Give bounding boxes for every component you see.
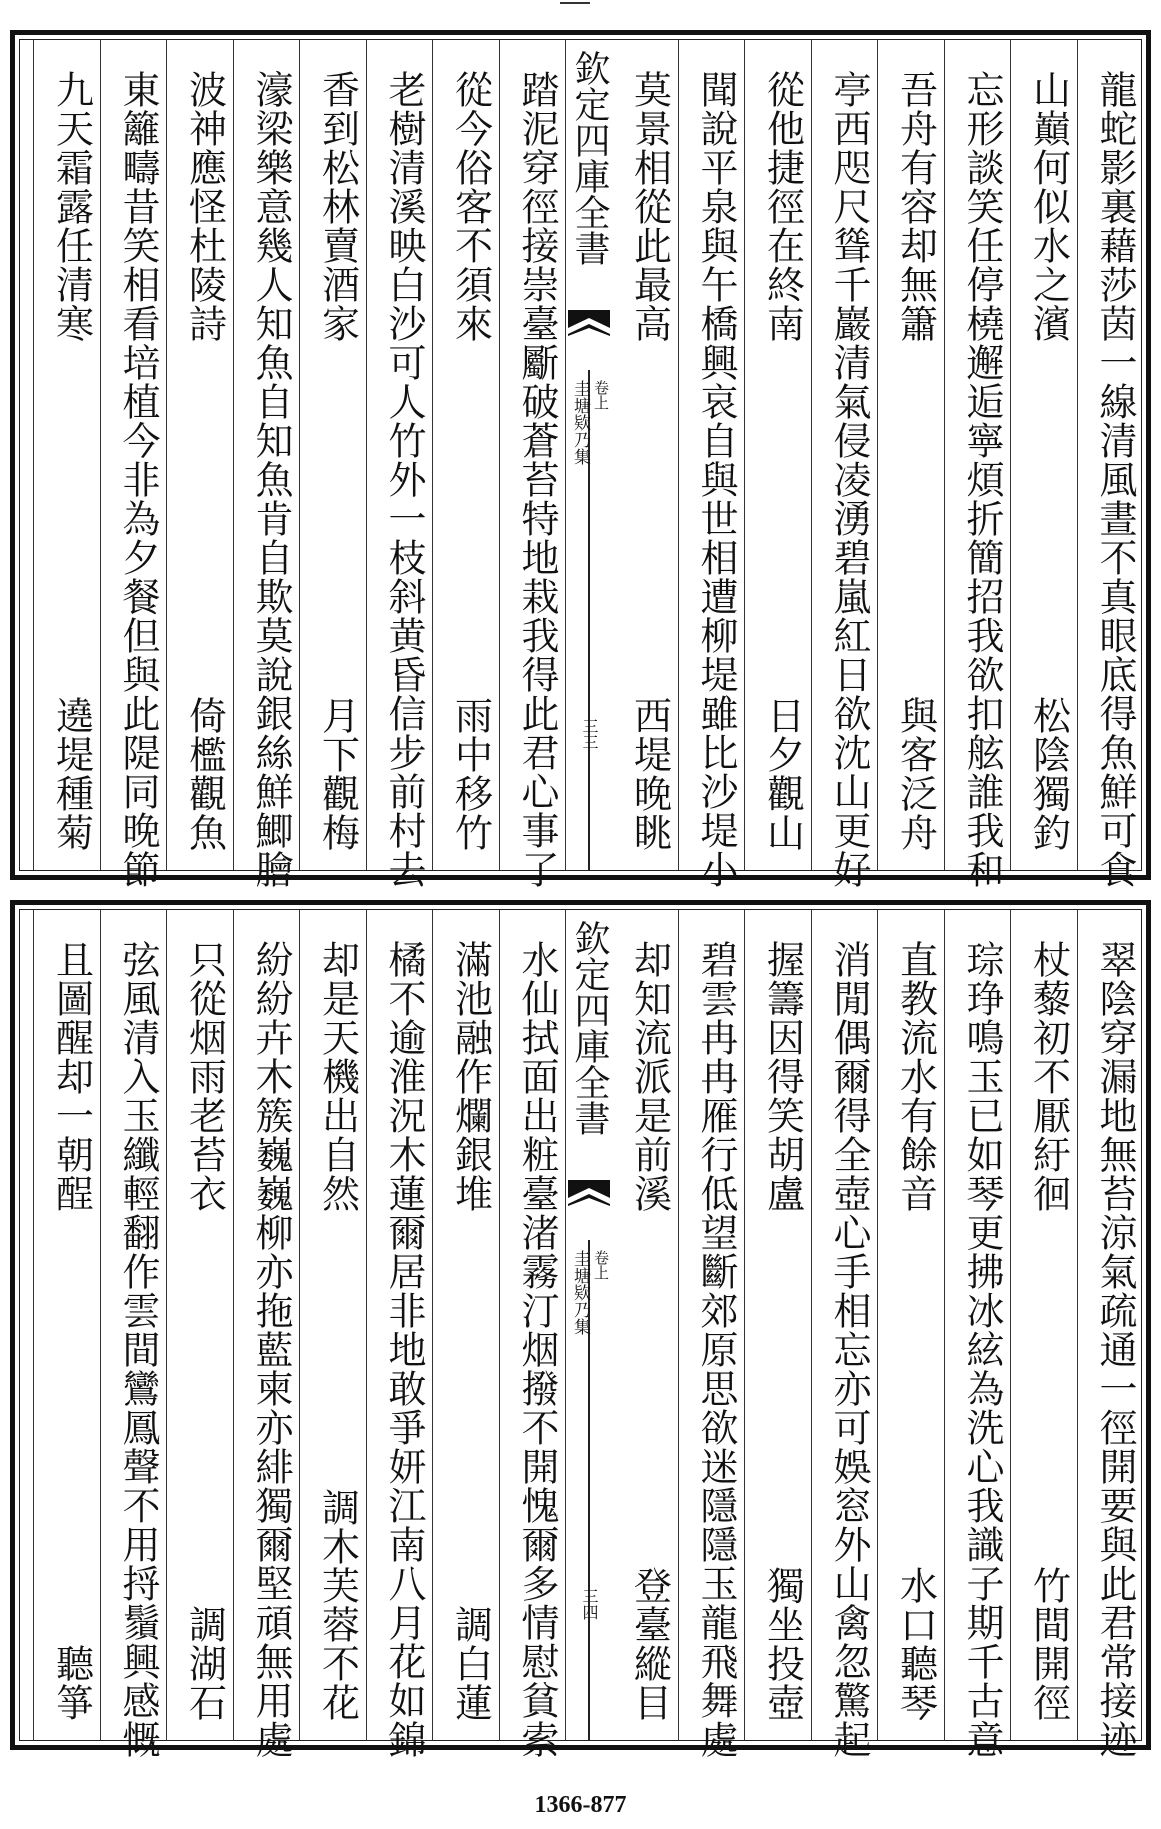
bottom-page xyxy=(10,900,1151,1759)
text-column xyxy=(233,40,301,889)
poem-title: 月下觀梅 xyxy=(315,696,360,852)
text-column xyxy=(877,40,945,870)
poem-line: 橘不逾淮況木蓮爾居非地敢爭妍江南八月花如錦 xyxy=(382,940,426,1759)
text-column xyxy=(744,910,812,1740)
text-column xyxy=(611,40,679,870)
page-number: 1366-877 xyxy=(534,1792,627,1818)
poem-title: 調湖石 xyxy=(182,1605,227,1722)
fish-tail-icon xyxy=(568,310,610,350)
poem-title: 水口聽琴 xyxy=(893,1566,938,1722)
poem-title: 獨坐投壺 xyxy=(760,1566,805,1722)
poem-line: 波神應怪杜陵詩 xyxy=(182,70,227,343)
poem-title: 與客泛舟 xyxy=(893,696,938,852)
poem-title: 西堤晚眺 xyxy=(627,696,672,852)
poem-line: 從他捷徑在終南 xyxy=(760,70,805,343)
text-column xyxy=(944,40,1012,889)
poem-line: 水仙拭面出粧臺渚霧汀烟撥不開愧爾多情慰貧索 xyxy=(515,940,559,1759)
poem-line: 東籬疇昔笑相看培植今非為夕餐但與此隄同晚節 xyxy=(116,70,160,889)
spine-title: 欽定四庫全書 xyxy=(569,50,610,266)
poem-line: 亭西咫尺聳千巖清氣侵凌湧碧嵐紅日欲沈山更好 xyxy=(827,70,871,889)
text-column xyxy=(499,910,567,1759)
poem-line: 聞說平泉與午橋興哀自與世相遭柳堤雖比沙堤小 xyxy=(694,70,738,889)
text-column xyxy=(366,910,434,1759)
book-spine xyxy=(565,910,612,1740)
text-column xyxy=(1010,910,1078,1740)
poem-line: 龍蛇影裏藉莎茵一線清風晝不真眼底得魚鮮可食 xyxy=(1093,70,1137,889)
spine-book-title: 圭塘欵乃集 xyxy=(570,380,590,465)
fish-tail-icon xyxy=(568,1180,610,1220)
top-edge-mark xyxy=(560,2,590,4)
leaf-number: 三四 xyxy=(580,1588,599,1620)
spine-juan: 卷上 xyxy=(592,380,610,410)
text-column xyxy=(432,910,500,1740)
poem-title: 調木芙蓉不花 xyxy=(315,1488,360,1722)
text-column xyxy=(1077,910,1145,1759)
poem-line: 九天霜露任清寒 xyxy=(49,70,94,343)
poem-title: 松陰獨釣 xyxy=(1026,696,1071,852)
text-column xyxy=(366,40,434,889)
text-column xyxy=(1077,40,1145,889)
poem-line: 握籌因得笑胡盧 xyxy=(760,940,805,1213)
poem-title: 雨中移竹 xyxy=(448,696,493,852)
text-column xyxy=(678,910,746,1759)
text-column xyxy=(233,910,301,1759)
poem-title: 日夕觀山 xyxy=(760,696,805,852)
top-page xyxy=(10,30,1151,889)
text-column xyxy=(299,910,367,1740)
poem-title: 調白蓮 xyxy=(448,1605,493,1722)
text-column xyxy=(678,40,746,889)
poem-line: 踏泥穿徑接崇臺斸破蒼苔特地栽我得此君心事了 xyxy=(515,70,559,889)
text-column xyxy=(100,910,168,1759)
poem-title: 竹間開徑 xyxy=(1026,1566,1071,1722)
text-column xyxy=(944,910,1012,1759)
poem-line: 翠陰穿漏地無苔涼氣疏通一徑開要與此君常接迹 xyxy=(1093,940,1137,1759)
poem-line: 且圖醒却一朝酲 xyxy=(49,940,94,1213)
poem-line: 吾舟有容却無簫 xyxy=(893,70,938,343)
poem-line: 只從烟雨老苔衣 xyxy=(182,940,227,1213)
text-column xyxy=(499,40,567,889)
text-column xyxy=(100,40,168,889)
poem-line: 杖藜初不厭紆徊 xyxy=(1026,940,1071,1213)
poem-line: 直教流水有餘音 xyxy=(893,940,938,1213)
poem-line: 滿池融作爛銀堆 xyxy=(448,940,493,1213)
book-spine xyxy=(565,40,612,870)
text-column xyxy=(33,40,101,870)
poem-line: 却知流派是前溪 xyxy=(627,940,672,1213)
poem-line: 濠梁樂意幾人知魚自知魚肯自欺莫說銀絲鮮鯽膾 xyxy=(249,70,293,889)
text-column xyxy=(432,40,500,870)
text-column xyxy=(33,910,101,1740)
text-column xyxy=(877,910,945,1740)
spine-book-title: 圭塘欵乃集 xyxy=(570,1250,590,1335)
bottom-page-frame xyxy=(19,909,1142,1759)
poem-line: 紛紛卉木簇巍巍柳亦拖藍柬亦緋獨爾堅頑無用處 xyxy=(249,940,293,1759)
text-column xyxy=(811,40,879,889)
text-column xyxy=(1010,40,1078,870)
text-column xyxy=(299,40,367,870)
poem-line: 忘形談笑任停橈邂逅寧煩折簡招我欲扣舷誰我和 xyxy=(960,70,1004,889)
poem-line: 從今俗客不須來 xyxy=(448,70,493,343)
poem-line: 弦風清入玉纖輕翻作雲間鸞鳳聲不用捋鬚興感慨 xyxy=(116,940,160,1759)
poem-title: 倚檻觀魚 xyxy=(182,696,227,852)
spine-title: 欽定四庫全書 xyxy=(569,920,610,1136)
poem-title: 登臺縱目 xyxy=(627,1566,672,1722)
text-column xyxy=(811,910,879,1759)
poem-line: 香到松林賣酒家 xyxy=(315,70,360,343)
poem-line: 却是天機出自然 xyxy=(315,940,360,1213)
spine-juan: 卷上 xyxy=(592,1250,610,1280)
text-column xyxy=(611,910,679,1740)
poem-line: 莫景相從此最高 xyxy=(627,70,672,343)
text-column xyxy=(166,40,234,870)
poem-line: 消閒偶爾得全壺心手相忘亦可娛窓外山禽忽驚起 xyxy=(827,940,871,1759)
poem-title: 遶堤種菊 xyxy=(49,696,94,852)
top-page-frame xyxy=(19,39,1142,889)
poem-line: 老樹清溪映白沙可人竹外一枝斜黄昏信步前村去 xyxy=(382,70,426,889)
text-column xyxy=(166,910,234,1740)
poem-line: 琮琤鳴玉已如琴更拂冰絃為洗心我識子期千古意 xyxy=(960,940,1004,1759)
leaf-number: 三三 xyxy=(580,718,599,750)
poem-line: 碧雲冉冉雁行低望斷郊原思欲迷隱隱玉龍飛舞處 xyxy=(694,940,738,1759)
text-column xyxy=(744,40,812,870)
poem-title: 聽箏 xyxy=(49,1644,94,1722)
poem-line: 山巔何似水之濱 xyxy=(1026,70,1071,343)
